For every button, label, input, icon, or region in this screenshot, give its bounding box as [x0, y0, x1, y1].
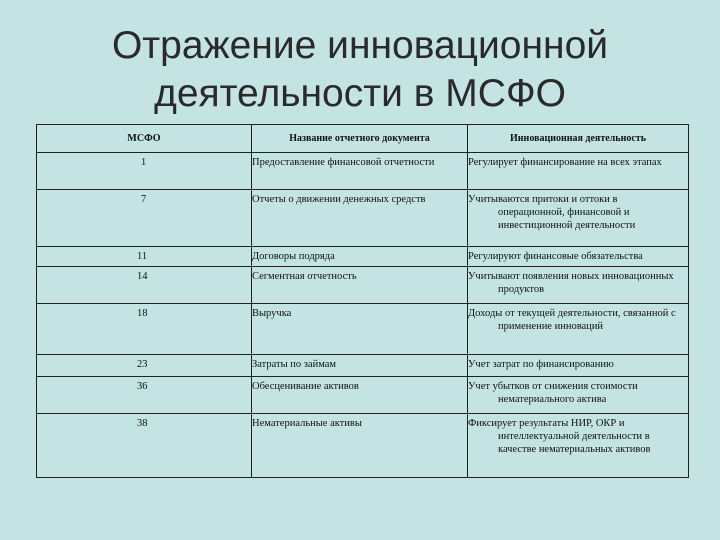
- activity-description: Доходы от текущей деятельности, связанной с применение инноваций: [468, 304, 689, 355]
- header-ifrs: МСФО: [37, 125, 252, 153]
- ifrs-table: [36, 124, 689, 478]
- ifrs-number: 14: [37, 267, 252, 304]
- document-name: Сегментная отчетность: [252, 267, 468, 304]
- table-row: [37, 377, 689, 414]
- document-name: Отчеты о движении денежных средств: [252, 190, 468, 247]
- activity-description: Учет убытков от снижения стоимости нематериального актива: [468, 377, 689, 414]
- activity-description: Регулирует финансирование на всех этапах: [468, 153, 689, 190]
- ifrs-number: 18: [37, 304, 252, 355]
- document-name: Затраты по займам: [252, 355, 468, 377]
- table-row: [37, 304, 689, 355]
- header-activity: Инновационная деятельность: [468, 125, 689, 153]
- activity-description: Регулируют финансовые обязательства: [468, 247, 689, 267]
- ifrs-number: 23: [37, 355, 252, 377]
- table-row: [37, 267, 689, 304]
- table-row: [37, 190, 689, 247]
- activity-description: Фиксирует результаты НИР, ОКР и интеллектуальной деятельности в качестве нематериальных активов: [468, 414, 689, 478]
- slide-title-line-2: деятельности в МСФО: [154, 72, 566, 115]
- ifrs-number: 36: [37, 377, 252, 414]
- ifrs-number: 11: [37, 247, 252, 267]
- table-header-row: [37, 125, 689, 153]
- ifrs-number: 1: [37, 153, 252, 190]
- document-name: Договоры подряда: [252, 247, 468, 267]
- slide-title-line-1: Отражение инновационной: [111, 24, 609, 67]
- table-row: [37, 247, 689, 267]
- table-row: [37, 355, 689, 377]
- document-name: Выручка: [252, 304, 468, 355]
- table-row: [37, 153, 689, 190]
- header-document: Название отчетного документа: [252, 125, 468, 153]
- activity-description: Учитываются притоки и оттоки в операционной, финансовой и инвестиционной деятельности: [468, 190, 689, 247]
- ifrs-number: 7: [37, 190, 252, 247]
- ifrs-number: 38: [37, 414, 252, 478]
- document-name: Предоставление финансовой отчетности: [252, 153, 468, 190]
- document-name: Нематериальные активы: [252, 414, 468, 478]
- table-row: [37, 414, 689, 478]
- document-name: Обесценивание активов: [252, 377, 468, 414]
- slide-title: [0, 22, 720, 118]
- activity-description: Учет затрат по финансированию: [468, 355, 689, 377]
- activity-description: Учитывают появления новых инновационных продуктов: [468, 267, 689, 304]
